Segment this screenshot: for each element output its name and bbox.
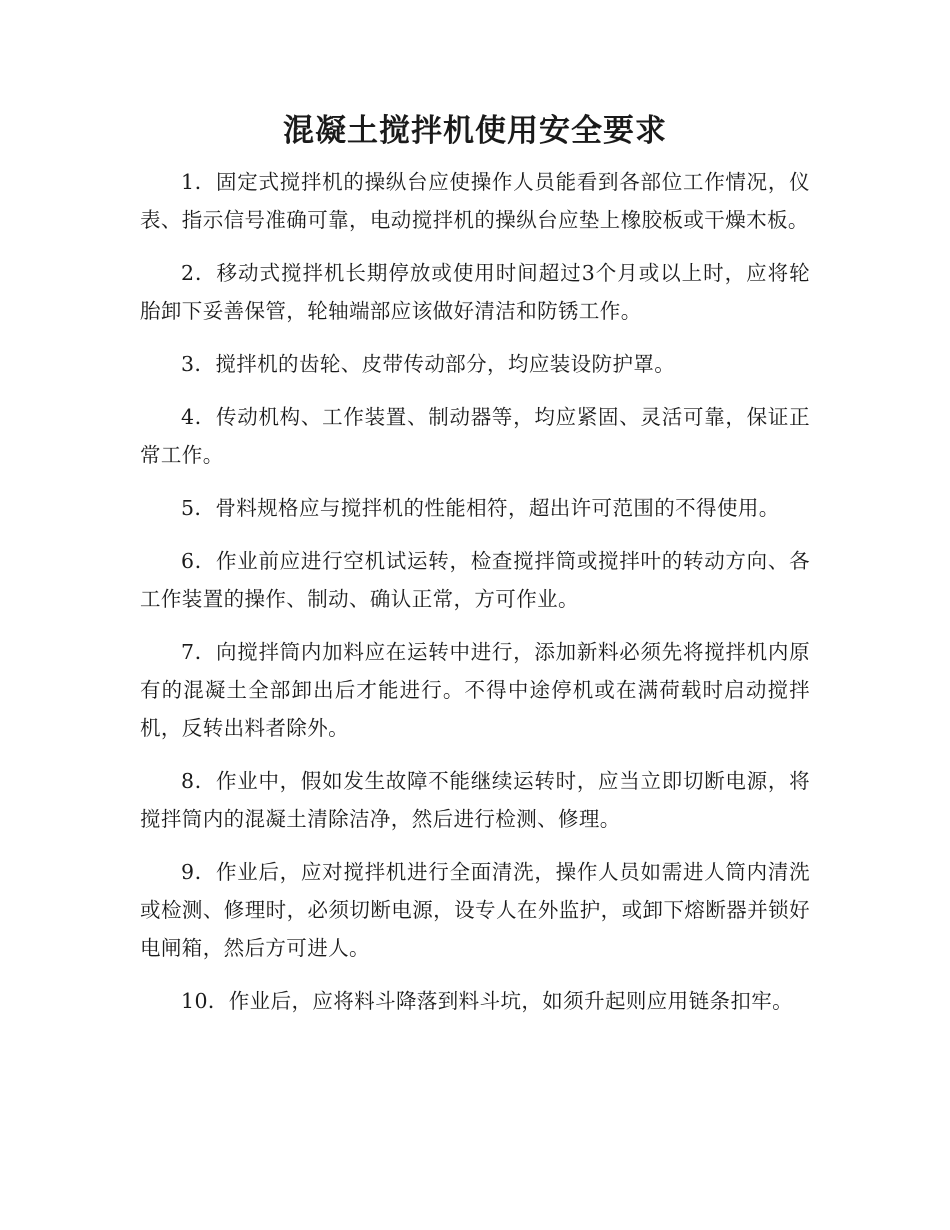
paragraph-5: 5．骨料规格应与搅拌机的性能相符，超出许可范围的不得使用。 [181, 496, 780, 520]
paragraph-6: 6．作业前应进行空机试运转，检查搅拌筒或搅拌叶的转动方向、各工作装置的操作、制动、确认正常，方可作业。 [140, 549, 810, 611]
document-title: 混凝土搅拌机使用安全要求 [283, 113, 667, 149]
paragraph-3: 3．搅拌机的齿轮、皮带传动部分，均应装设防护罩。 [181, 352, 676, 376]
paragraph-4: 4．传动机构、工作装置、制动器等，均应紧固、灵活可靠，保证正常工作。 [140, 405, 810, 467]
paragraph-1: 1．固定式搅拌机的操纵台应使操作人员能看到各部位工作情况，仪表、指示信号准确可靠，电动搅拌机的操纵台应垫上橡胶板或干燥木板。 [140, 170, 810, 232]
paragraph-2: 2．移动式搅拌机长期停放或使用时间超过3个月或以上时，应将轮胎卸下妥善保管，轮轴端部应该做好清洁和防锈工作。 [140, 261, 810, 323]
document-body [140, 163, 810, 1035]
paragraph-9: 9．作业后，应对搅拌机进行全面清洗，操作人员如需进人筒内清洗或检测、修理时，必须切断电源，设专人在外监护，或卸下熔断器并锁好电闸箱，然后方可进人。 [140, 860, 810, 960]
paragraph-8: 8．作业中，假如发生故障不能继续运转时，应当立即切断电源，将搅拌筒内的混凝土清除洁净，然后进行检测、修理。 [140, 769, 810, 831]
paragraph-7: 7．向搅拌筒内加料应在运转中进行，添加新料必须先将搅拌机内原有的混凝土全部卸出后才能进行。不得中途停机或在满荷载时启动搅拌机，反转出料者除外。 [140, 640, 810, 740]
paragraph-10: 10．作业后，应将料斗降落到料斗坑，如须升起则应用链条扣牢。 [181, 989, 794, 1013]
